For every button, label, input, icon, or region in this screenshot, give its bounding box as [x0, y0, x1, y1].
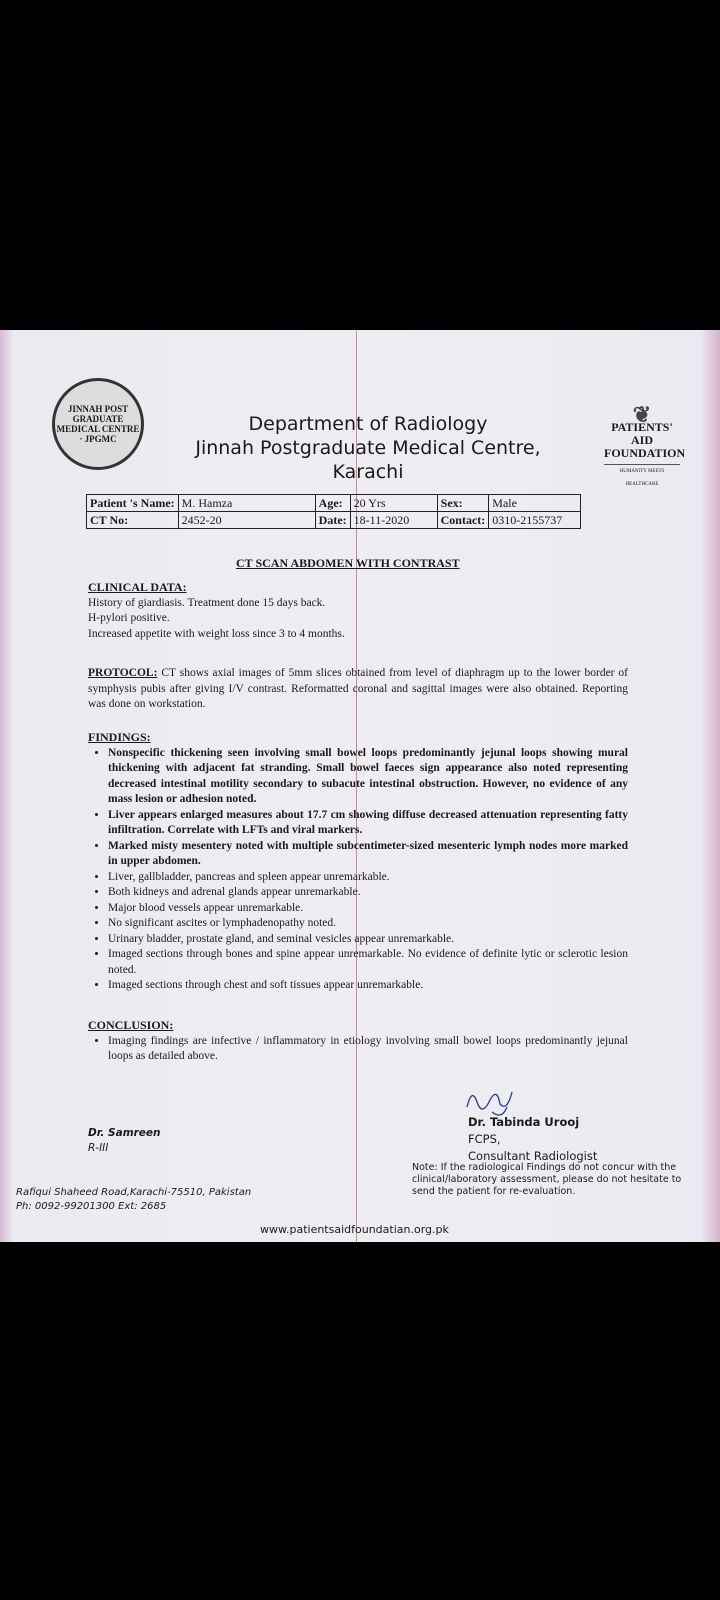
name-label: Patient 's Name:: [87, 495, 179, 512]
patient-age: 20 Yrs: [350, 495, 437, 512]
jpmc-logo: [52, 378, 144, 470]
consultant-block: [468, 1114, 597, 1165]
finding-item: • Marked misty mesentery noted with multiple subcentimeter-sized mesenteric lymph nodes more marked in upper abdomen.: [108, 839, 628, 870]
resident-title: R-III: [88, 1142, 109, 1154]
sex-label: Sex:: [437, 495, 489, 512]
age-label: Age:: [315, 495, 350, 512]
clinical-section: [88, 580, 628, 642]
finding-item: • Urinary bladder, prostate gland, and seminal vesicles appear unremarkable.: [108, 932, 628, 948]
conclusion-heading: CONCLUSION:: [88, 1018, 174, 1032]
finding-item: • Nonspecific thickening seen involving small bowel loops predominantly jejunal loops showing mural thickening with adjacent fat stranding. Small bowel faeces sign appearance also noted representing decreased intestinal motility secondary to subacute intestinal obstruction. However, no evidence of any mass lesion or adhesion noted.: [108, 746, 628, 808]
finding-item: • Major blood vessels appear unremarkable.: [108, 901, 628, 917]
report-date: 18-11-2020: [350, 512, 437, 529]
finding-item: • Imaged sections through chest and soft tissues appear unremarkable.: [108, 978, 628, 994]
finding-item: • No significant ascites or lymphadenopathy noted.: [108, 916, 628, 932]
address: Rafiqui Shaheed Road,Karachi-75510, Pakistan: [16, 1187, 252, 1198]
phone: Ph: 0092-99201300 Ext: 2685: [16, 1201, 167, 1212]
report-header: [158, 412, 578, 484]
institution-title: Jinnah Postgraduate Medical Centre, Karachi: [195, 437, 541, 483]
logo-text: JINNAH POST GRADUATE MEDICAL CENTRE · JPGMC: [56, 404, 140, 444]
disclaimer-note: Note: If the radiological Findings do not concur with the clinical/laboratory assessment, please do not hesitate to send the patient for re-evaluation.: [412, 1162, 682, 1197]
protocol-heading: PROTOCOL:: [88, 667, 158, 679]
conclusion-text: • Imaging findings are infective / inflammatory in etiology involving small bowel loops predominantly jejunal loops as detailed above.: [108, 1034, 628, 1065]
patient-contact: 0310-2155737: [489, 512, 581, 529]
protocol-section: [88, 666, 628, 713]
finding-item: • Liver, gallbladder, pancreas and spleen appear unremarkable.: [108, 870, 628, 886]
partner-name: PATIENTS' AID FOUNDATION: [604, 420, 686, 460]
patient-info-table: [86, 494, 581, 529]
ct-label: CT No:: [87, 512, 179, 529]
consultant-degree: FCPS,: [468, 1132, 501, 1146]
contact-label: Contact:: [437, 512, 489, 529]
findings-section: [88, 730, 628, 994]
leaf-icon: ❦: [632, 402, 652, 427]
clinical-line: History of giardiasis. Treatment done 15 days back.: [88, 596, 326, 609]
patient-name: M. Hamza: [178, 495, 315, 512]
consultant-name: Dr. Tabinda Urooj: [468, 1115, 580, 1129]
ct-number: 2452-20: [178, 512, 315, 529]
finding-item: • Liver appears enlarged measures about 17.7 cm showing diffuse decreased attenuation representing fatty infiltration. Correlate with LFTs and viral markers.: [108, 808, 628, 839]
website-link[interactable]: www.patientsaidfoundatian.org.pk: [260, 1223, 449, 1236]
finding-item: • Imaged sections through bones and spine appear unremarkable. No evidence of definite lytic or sclerotic lesion noted.: [108, 947, 628, 978]
patient-sex: Male: [489, 495, 581, 512]
clinical-heading: CLINICAL DATA:: [88, 580, 187, 594]
findings-heading: FINDINGS:: [88, 730, 151, 744]
consultant-title: Consultant Radiologist: [468, 1149, 598, 1163]
protocol-text: CT shows axial images of 5mm slices obtained from level of diaphragm up to the lower border of symphysis pubis after giving I/V contrast. Reformatted coronal and sagittal images were also obtained. Reporting was done on workstation.: [88, 667, 629, 710]
clinical-line: Increased appetite with weight loss since 3 to 4 months.: [88, 627, 345, 640]
report-title: CT SCAN ABDOMEN WITH CONTRAST: [236, 556, 460, 570]
clinical-line: H-pylori positive.: [88, 612, 170, 624]
address-block: [16, 1186, 251, 1214]
resident-name: Dr. Samreen: [88, 1127, 161, 1139]
department-title: Department of Radiology: [248, 413, 488, 435]
finding-item: • Both kidneys and adrenal glands appear unremarkable.: [108, 885, 628, 901]
partner-tagline: HUMANITY MEETS HEALTHCARE: [604, 464, 680, 491]
date-label: Date:: [315, 512, 350, 529]
patients-aid-logo: [604, 402, 686, 491]
resident-block: [88, 1126, 161, 1156]
conclusion-section: [88, 1018, 628, 1065]
